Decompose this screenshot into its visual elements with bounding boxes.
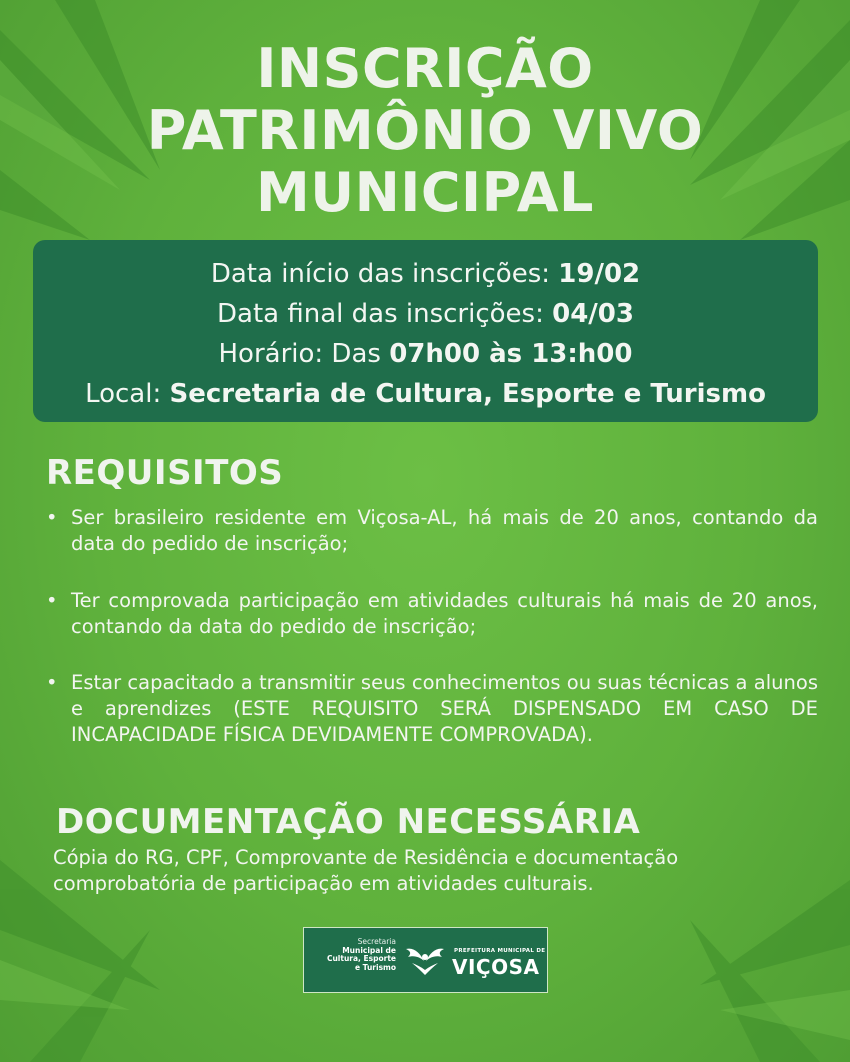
requirement-item: [46, 670, 818, 748]
page-title: [0, 38, 850, 224]
requirement-text: Ter comprovada participação em atividades culturais há mais de 20 anos, contando da data do pedido de inscrição;: [71, 589, 818, 638]
secretaria-line-4: e Turismo: [354, 962, 396, 972]
requirement-item: [46, 588, 818, 640]
start-date-value: 19/02: [558, 259, 641, 289]
bullet-icon: •: [46, 506, 58, 529]
footer-logos: [303, 927, 548, 993]
title-line-2: PATRIMÔNIO VIVO: [146, 99, 704, 162]
secretaria-logo-text: [312, 938, 396, 972]
end-date-row: [33, 294, 818, 334]
start-date-row: [33, 254, 818, 294]
prefeitura-label: PREFEITURA MUNICIPAL DE: [454, 948, 546, 954]
requirement-text: Ser brasileiro residente em Viçosa-AL, há mais de 20 anos, contando da data do pedido de inscrição;: [71, 506, 818, 555]
title-line-1: INSCRIÇÃO: [256, 37, 594, 100]
time-row: [33, 334, 818, 374]
end-date-value: 04/03: [552, 299, 634, 329]
documentation-text: Cópia do RG, CPF, Comprovante de Residência e documentação comprobatória de participação em atividades culturais.: [53, 846, 679, 895]
requirements-heading: REQUISITOS: [46, 453, 284, 493]
place-value: Secretaria de Cultura, Esporte e Turismo: [169, 379, 766, 409]
end-date-label: Data final das inscrições:: [217, 299, 544, 329]
time-value: 07h00 às 13:h00: [389, 339, 633, 369]
requirement-item: [46, 505, 818, 557]
bullet-icon: •: [46, 589, 58, 612]
place-label: Local:: [85, 379, 162, 409]
secretaria-line-1: Secretaria: [357, 937, 396, 946]
start-date-label: Data início das inscrições:: [210, 259, 551, 289]
time-label: Horário: Das: [218, 339, 381, 369]
registration-info-box: [33, 240, 818, 422]
place-row: [33, 374, 818, 414]
title-line-3: MUNICIPAL: [256, 161, 594, 224]
documentation-heading: DOCUMENTAÇÃO NECESSÁRIA: [56, 802, 641, 842]
secretaria-line-2: Municipal de: [342, 945, 396, 955]
vicosa-emblem-icon: [402, 943, 448, 977]
requirement-text: Estar capacitado a transmitir seus conhecimentos ou suas técnicas a alunos e aprendizes (ESTE REQUISITO SERÁ DISPENSADO EM CASO DE INCAPACIDADE FÍSICA DEVIDAMENTE COMPROVADA).: [71, 671, 818, 746]
bullet-icon: •: [46, 671, 58, 694]
vicosa-logo-text: VIÇOSA: [452, 955, 540, 979]
secretaria-line-3: Cultura, Esporte: [326, 954, 396, 963]
